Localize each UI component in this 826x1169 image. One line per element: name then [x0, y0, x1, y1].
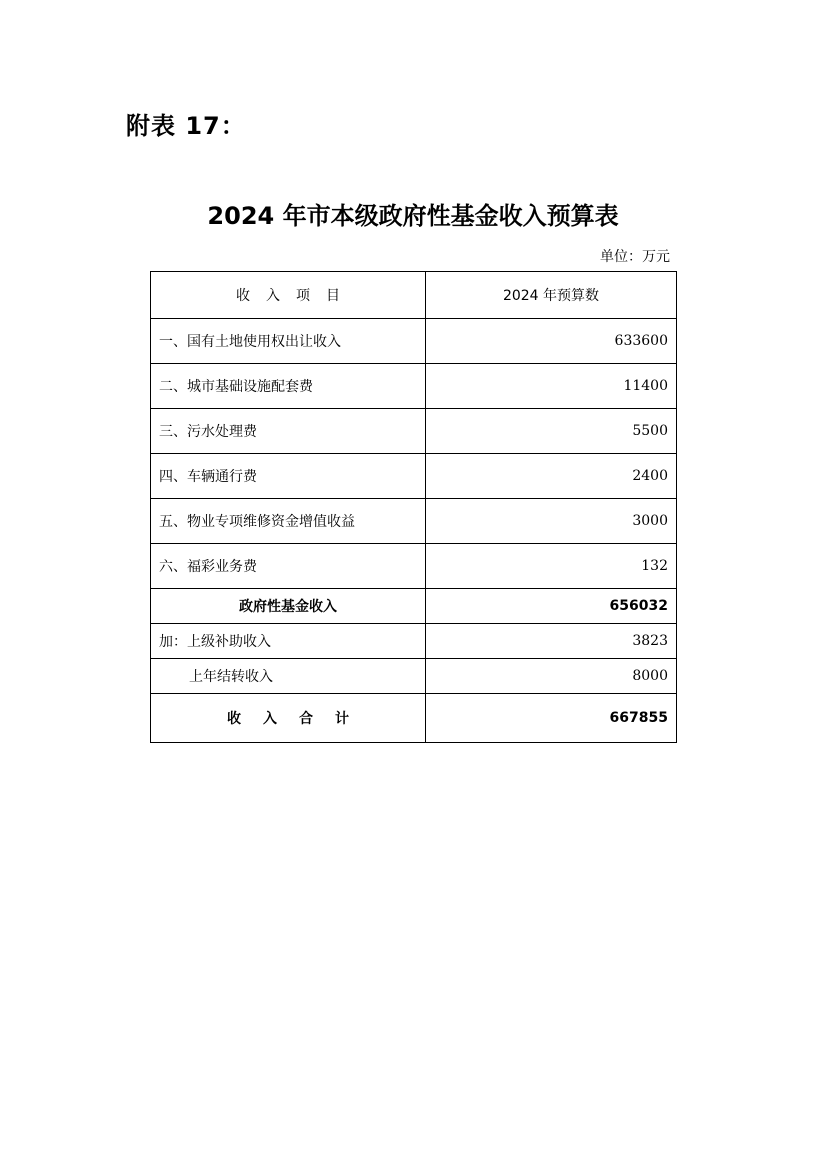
row-value: 3000	[426, 499, 677, 544]
row-name: 三、污水处理费	[151, 409, 426, 454]
table-row	[151, 454, 677, 499]
table-row	[151, 499, 677, 544]
header-budget: 2024 年预算数	[426, 272, 677, 319]
table-row	[151, 544, 677, 589]
row-name: 五、物业专项维修资金增值收益	[151, 499, 426, 544]
row-name: 一、国有土地使用权出让收入	[151, 319, 426, 364]
total-value: 667855	[426, 694, 677, 743]
page-title: 2024 年市本级政府性基金收入预算表	[207, 202, 619, 230]
row-value: 132	[426, 544, 677, 589]
row-value: 2400	[426, 454, 677, 499]
header-item: 收入项目	[151, 272, 426, 319]
appendix-label: 附表 17：	[126, 112, 246, 140]
table-row	[151, 409, 677, 454]
budget-table	[150, 271, 677, 743]
table-header-row	[151, 272, 677, 319]
addition-value: 3823	[426, 624, 677, 659]
addition-value: 8000	[426, 659, 677, 694]
row-value: 633600	[426, 319, 677, 364]
table-row	[151, 364, 677, 409]
row-name: 六、福彩业务费	[151, 544, 426, 589]
row-name: 二、城市基础设施配套费	[151, 364, 426, 409]
subtotal-row	[151, 589, 677, 624]
total-name: 收入合计	[151, 694, 426, 743]
unit-label: 单位：万元	[600, 249, 670, 265]
row-value: 5500	[426, 409, 677, 454]
total-row	[151, 694, 677, 743]
addition-row	[151, 624, 677, 659]
addition-row	[151, 659, 677, 694]
subtotal-value: 656032	[426, 589, 677, 624]
table-row	[151, 319, 677, 364]
addition-name: 加：上级补助收入	[151, 624, 426, 659]
subtotal-name: 政府性基金收入	[151, 589, 426, 624]
row-name: 四、车辆通行费	[151, 454, 426, 499]
row-value: 11400	[426, 364, 677, 409]
addition-name: 上年结转收入	[151, 659, 426, 694]
